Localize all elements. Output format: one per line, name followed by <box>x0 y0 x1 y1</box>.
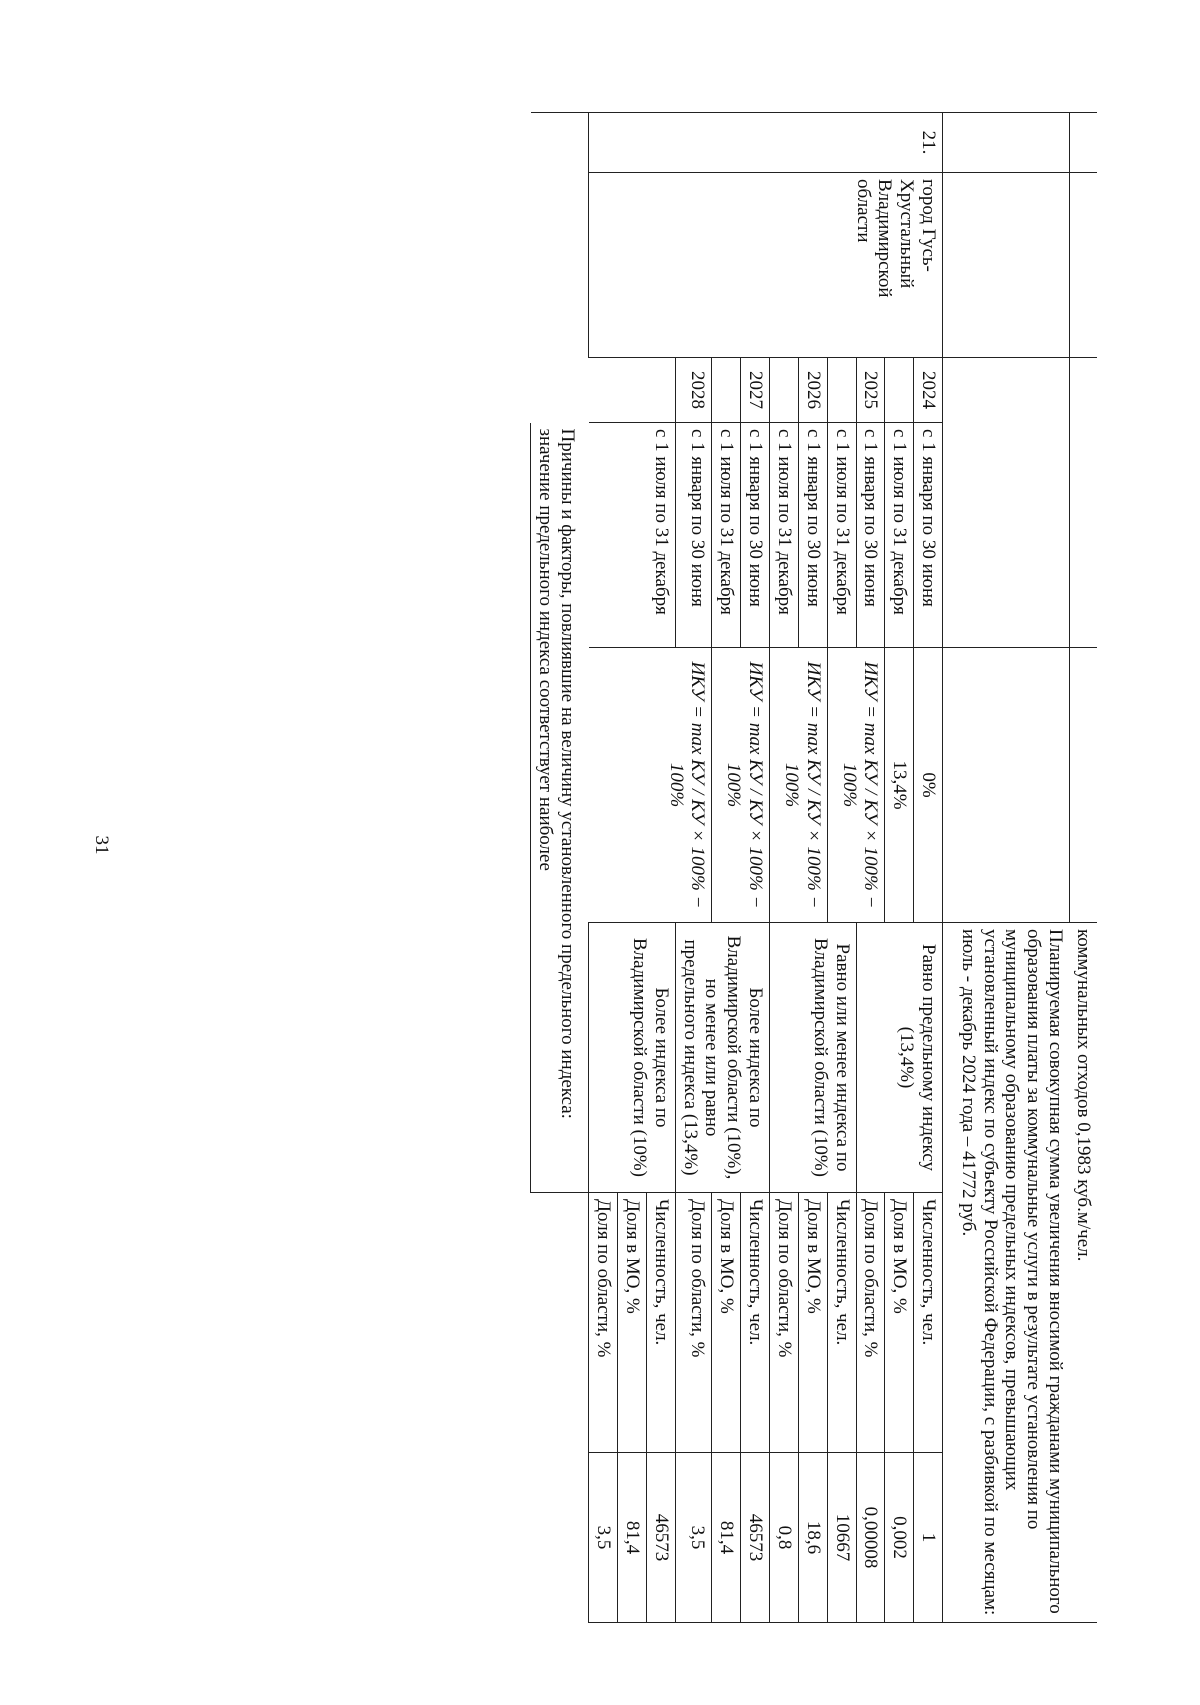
metric-name: Численность, чел. <box>914 1193 943 1453</box>
metric-value: 0,8 <box>770 1453 799 1623</box>
period-first-half: с 1 января по 30 июня <box>914 423 943 648</box>
top-cell <box>1069 113 1097 173</box>
metric-name: Доля в МО, % <box>712 1193 741 1453</box>
period-first-half: с 1 января по 30 июня <box>741 423 770 648</box>
metric-value: 46573 <box>741 1453 770 1623</box>
metric-name: Доля по области, % <box>856 1193 885 1453</box>
index-table <box>531 112 1098 1623</box>
metric-value: 18,6 <box>798 1453 827 1623</box>
period-first-half: с 1 января по 30 июня <box>675 423 712 648</box>
period-second-half: с 1 июля по 31 декабря <box>885 423 914 648</box>
year-blank <box>827 358 856 423</box>
condition-label-1: Равно предельному индексу (13,4%) <box>856 923 943 1193</box>
metric-value: 3,5 <box>675 1453 712 1623</box>
year-2027: 2027 <box>741 358 770 423</box>
metric-name: Доля в МО, % <box>618 1193 647 1453</box>
metric-value: 81,4 <box>712 1453 741 1623</box>
formula-2025: ИКУ = max КУ / КУ × 100% − 100% <box>827 648 885 923</box>
closing-spacer <box>531 113 589 423</box>
metric-value: 81,4 <box>618 1453 647 1623</box>
year-blank <box>885 358 914 423</box>
index-h2-2024: 13,4% <box>885 648 914 923</box>
intro-text <box>1069 923 1097 1623</box>
condition-label-4: Более индекса по Владимирской области (10%) <box>589 923 676 1193</box>
year-2028: 2028 <box>675 358 712 423</box>
metric-name: Доля по области, % <box>589 1193 618 1453</box>
period-second-half: с 1 июля по 31 декабря <box>589 423 676 648</box>
spacer-cell <box>943 648 1070 923</box>
period-first-half: с 1 января по 30 июня <box>856 423 885 648</box>
metric-name: Доля по области, % <box>770 1193 799 1453</box>
top-cell <box>1069 648 1097 923</box>
year-blank <box>770 358 799 423</box>
spacer-cell <box>943 358 1070 423</box>
metric-value: 10667 <box>827 1453 856 1623</box>
intro-line-1: коммунальных отходов 0,1983 куб.м/чел. <box>1073 929 1094 1262</box>
municipality-name: город Гусь-Хрустальный Владимирской области <box>589 173 943 358</box>
condition-label-3: Более индекса по Владимирской области (10%), но менее или равно предельного индекса (13,4%) <box>675 923 769 1193</box>
period-second-half: с 1 июля по 31 декабря <box>770 423 799 648</box>
top-cell <box>1069 423 1097 648</box>
metric-value: 3,5 <box>589 1453 618 1623</box>
spacer-cell <box>943 113 1070 173</box>
metric-value: 1 <box>914 1453 943 1623</box>
metric-name: Численность, чел. <box>827 1193 856 1453</box>
metric-name: Численность, чел. <box>741 1193 770 1453</box>
spacer-cell <box>943 423 1070 648</box>
condition-label-2: Равно или менее индекса по Владимирской области (10%) <box>770 923 857 1193</box>
metric-name: Доля в МО, % <box>798 1193 827 1453</box>
year-blank <box>712 358 741 423</box>
metric-name: Доля по области, % <box>675 1193 712 1453</box>
period-second-half: с 1 июля по 31 декабря <box>827 423 856 648</box>
formula-2028: ИКУ = max КУ / КУ × 100% − 100% <box>589 648 712 923</box>
spacer-cell <box>943 173 1070 358</box>
page-number: 31 <box>91 835 112 855</box>
intro-line-2: Планируемая совокупная сумма увеличения вносимой гражданами муниципального образования платы за коммунальные услуги в результате установления по муниципальному образованию предельных индексов, превышающих установленный индекс по субъекту Российской Федерации, с разбивкой по месяцам: июль - декабрь 2024 года – 41772 руб. <box>957 929 1067 1616</box>
index-h1-2024: 0% <box>914 648 943 923</box>
year-2026: 2026 <box>798 358 827 423</box>
formula-2027: ИКУ = max КУ / КУ × 100% − 100% <box>712 648 770 923</box>
row-number: 21. <box>589 113 943 173</box>
metric-value: 0,002 <box>885 1453 914 1623</box>
metric-value: 46573 <box>646 1453 675 1623</box>
intro-paragraph <box>943 923 1070 1623</box>
year-2024: 2024 <box>914 358 943 423</box>
year-2025: 2025 <box>856 358 885 423</box>
period-first-half: с 1 января по 30 июня <box>798 423 827 648</box>
period-second-half: с 1 июля по 31 декабря <box>712 423 741 648</box>
formula-2026: ИКУ = max КУ / КУ × 100% − 100% <box>770 648 828 923</box>
closing-text: Причины и факторы, повлиявшие на величину установленного предельного индекса: значение предельного индекса соответствует наиболее <box>531 423 589 1193</box>
top-cell <box>1069 358 1097 423</box>
metric-name: Доля в МО, % <box>885 1193 914 1453</box>
metric-name: Численность, чел. <box>646 1193 675 1453</box>
metric-value: 0,00008 <box>856 1453 885 1623</box>
top-cell <box>1069 173 1097 358</box>
year-blank <box>589 358 676 423</box>
